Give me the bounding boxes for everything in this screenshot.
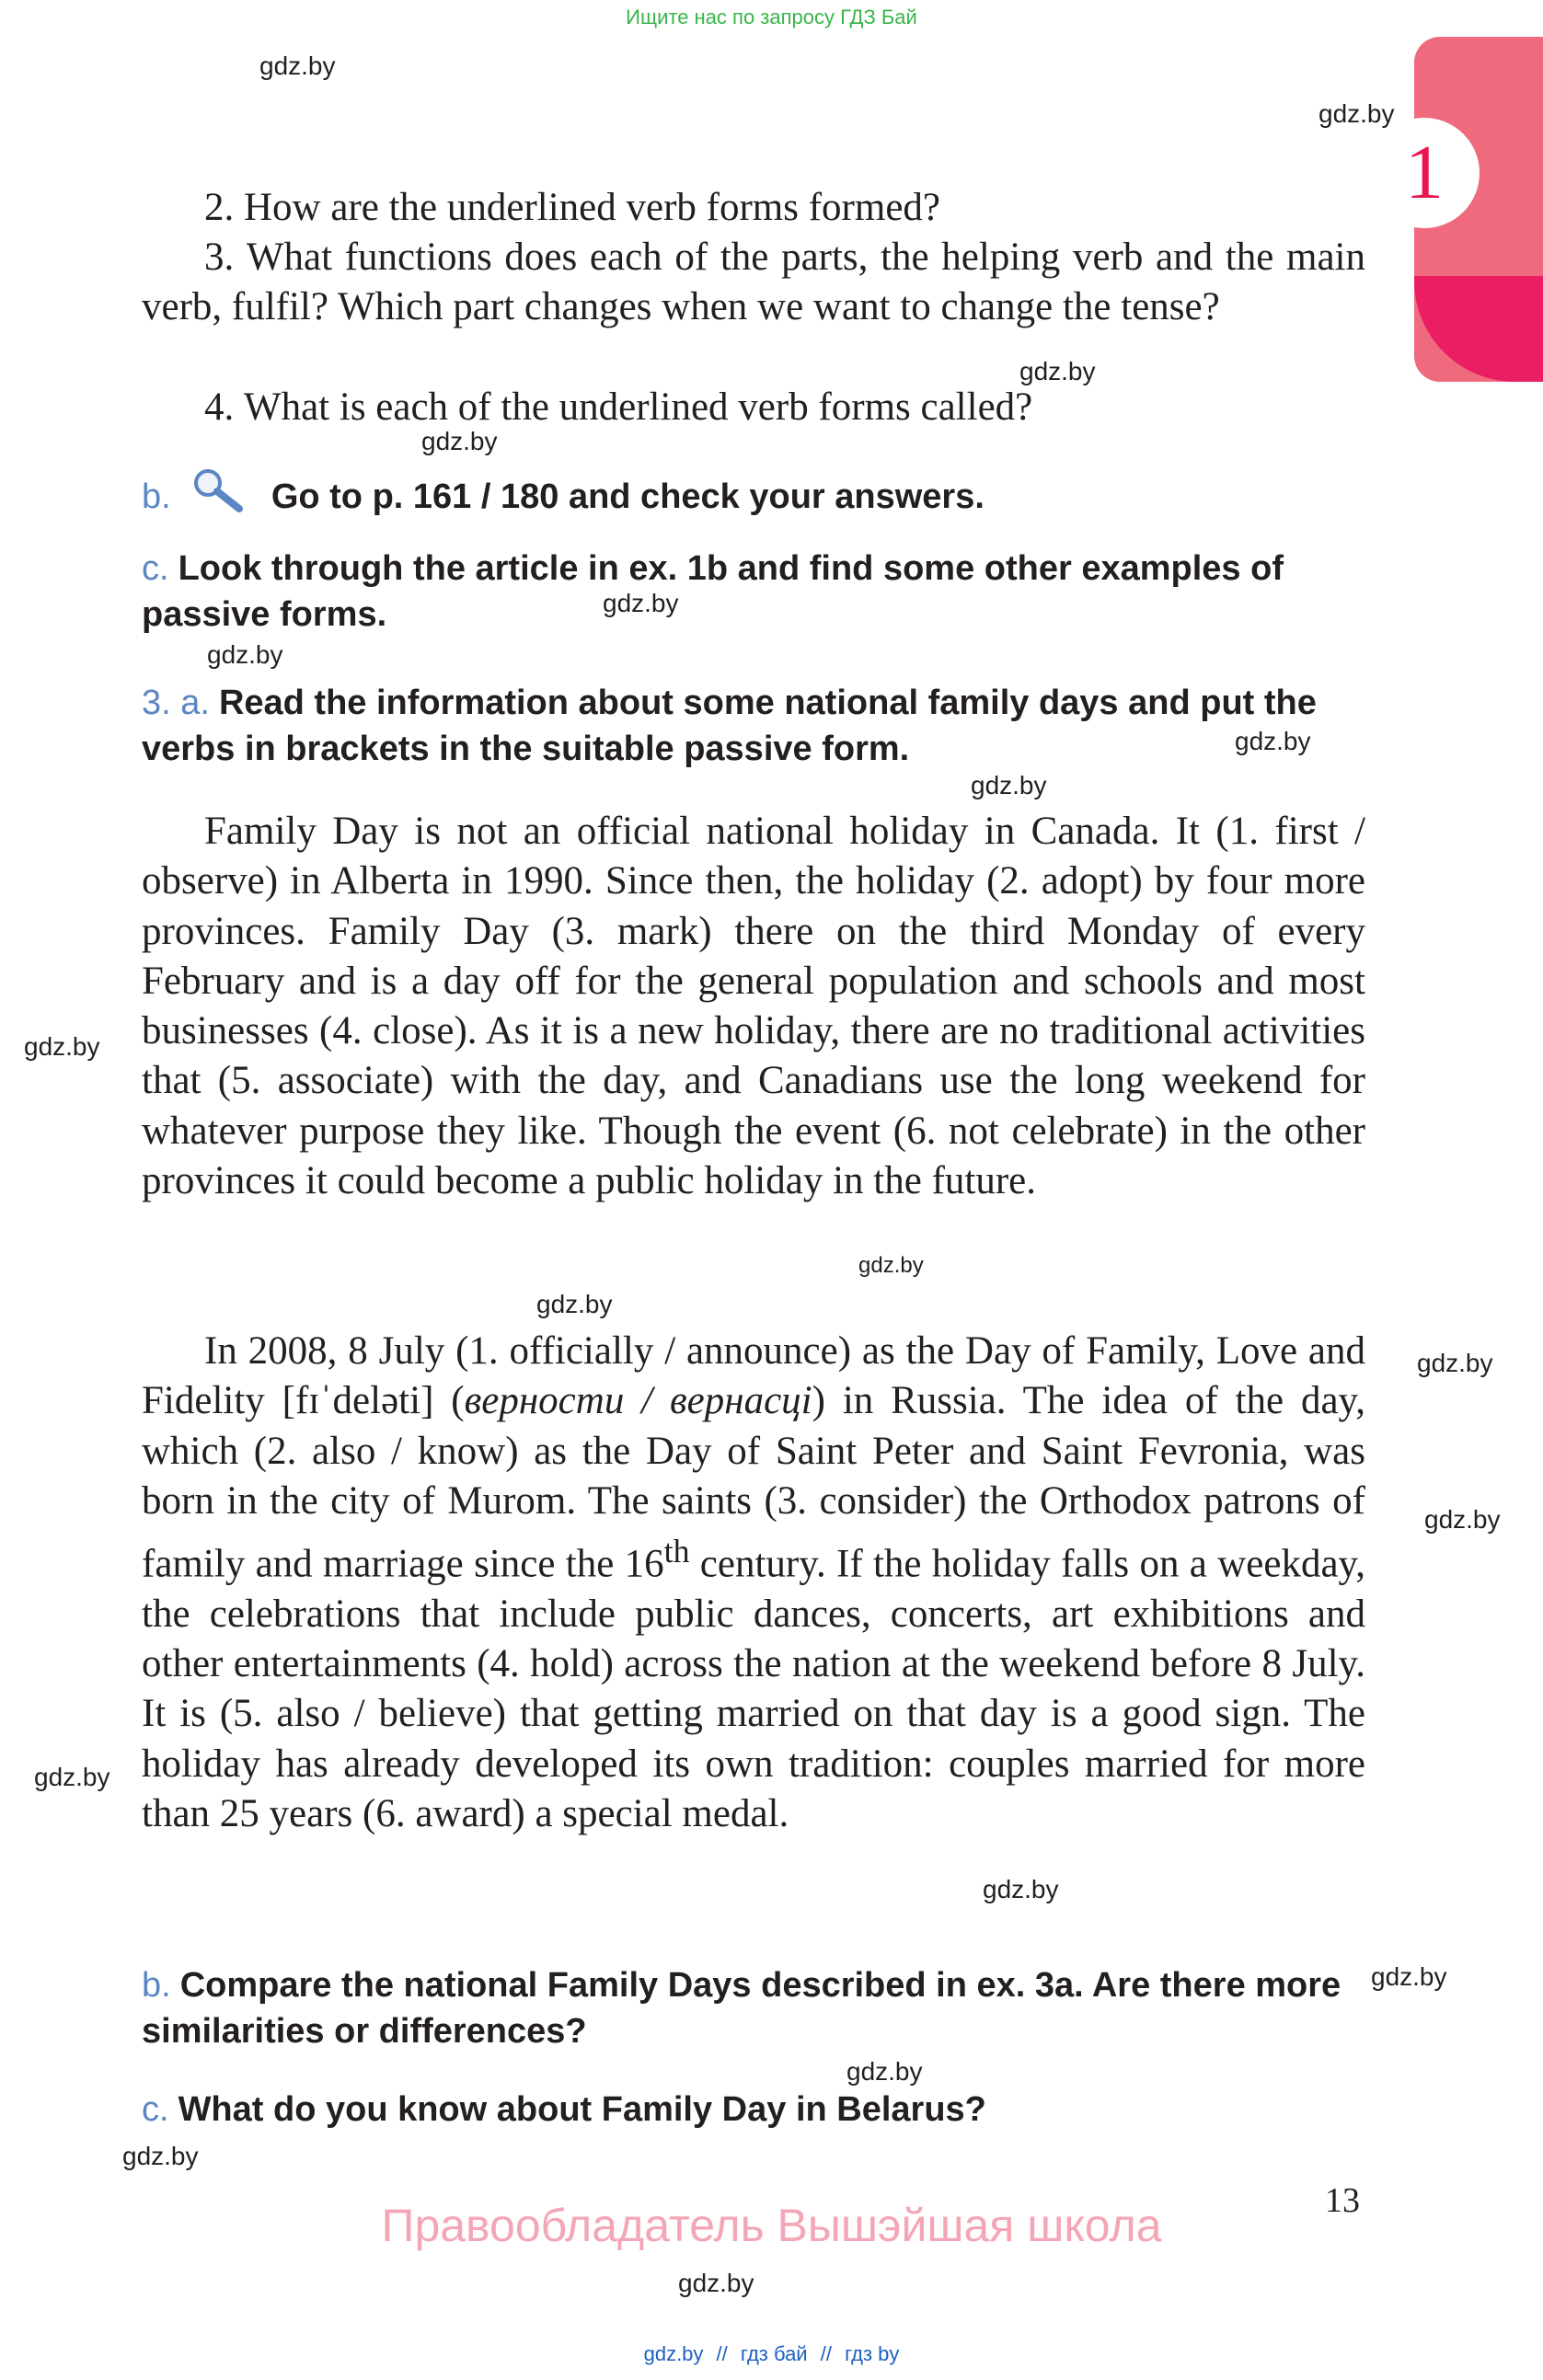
watermark: gdz.by (536, 1290, 613, 1318)
russian-translation: верности / вернасці (464, 1379, 812, 1423)
task-3a-instructions: 3. a. Read the information about some national family days and put the verbs in brackets in the suitable passive form. (142, 684, 1317, 768)
watermark: gdz.by (846, 2057, 923, 2086)
watermark: gdz.by (971, 771, 1047, 799)
page-number: 13 (1325, 2181, 1360, 2220)
task-c-belarus: c. What do you know about Family Day in Belarus? (142, 2090, 986, 2129)
task-marker: 3. a. (142, 684, 210, 722)
watermark: gdz.by (207, 640, 283, 669)
paragraph-canada: Family Day is not an official national holiday in Canada. It (1. first / observe) in Alberta in 1990. Since then, the holiday (2. adopt) by four more provinces. Family Day (3. mark) there on the third Monday of every February and is a day off for the general population and schools and most businesses (4. close). As it is a new holiday, there are no traditional activities that (5. associate) with the day, and Canadians use the long weekend for whatever purpose they like. Though the event (6. not celebrate) in the other provinces it could become a public holiday in the future. (142, 810, 1365, 1203)
footer-link[interactable]: gdz.by (643, 2342, 704, 2365)
watermark: gdz.by (421, 427, 498, 455)
paragraph-russia: In 2008, 8 July (1. officially / announce) as the Day of Family, Love and Fidelity [fɪˈdeləti] (верности / вернасці) in Russia. The idea of the day, which (2. also / know) as the Day of Saint Peter and Saint Fevronia, was born in the city of Murom. The saints (3. consider) the Orthodox patrons of family and marriage since the 16th century. If the holiday falls on a weekday, the celebrations that include public dances, concerts, art exhibitions and other entertainments (4. hold) across the nation at the weekend before 8 July. It is (5. also / believe) that getting married on that day is a good sign. The holiday has already developed its own tradition: couples married for more than 25 years (6. award) a special medal. (142, 1329, 1365, 1835)
rights-holder: Правообладатель Вышэйшая школа (381, 2200, 1162, 2251)
question-2: 2. How are the underlined verb forms formed? (204, 186, 940, 229)
magnifier-icon (190, 467, 243, 513)
watermark: gdz.by (122, 2142, 199, 2170)
watermark: gdz.by (1424, 1505, 1501, 1534)
task-marker: b. (142, 1966, 171, 2005)
watermark: gdz.by (1371, 1962, 1447, 1991)
watermark: gdz.by (678, 2269, 754, 2297)
task-b-compare: b. Compare the national Family Days described in ex. 3a. Are there more similarities or differences? (142, 1966, 1341, 2051)
chapter-number: 1 (1405, 130, 1444, 215)
footer-link[interactable]: гдз by (845, 2342, 900, 2365)
watermark: gdz.by (1019, 357, 1096, 385)
watermark: gdz.by (24, 1032, 100, 1061)
watermark: gdz.by (1417, 1349, 1493, 1377)
footer-separator: // (820, 2342, 832, 2365)
top-banner[interactable]: Ищите нас по запросу ГДЗ Бай (626, 6, 917, 29)
question-4: 4. What is each of the underlined verb forms called? (204, 385, 1033, 429)
footer-links (0, 2342, 1543, 2366)
watermark: gdz.by (1318, 99, 1395, 128)
watermark: gdz.by (34, 1763, 110, 1791)
question-3: 3. What functions does each of the parts, the helping verb and the main verb, fulfil? Which part changes when we want to change the tense? (142, 236, 1365, 329)
watermark: gdz.by (858, 1253, 924, 1278)
watermark: gdz.by (259, 52, 336, 80)
watermark: gdz.by (1235, 727, 1311, 755)
footer-link[interactable]: гдз бай (740, 2342, 808, 2365)
footer-separator: // (716, 2342, 728, 2365)
task-marker: b. (142, 477, 171, 516)
task-marker: c. (142, 549, 169, 588)
task-c-look-through: c. Look through the article in ex. 1b and find some other examples of passive forms. (142, 549, 1284, 634)
task-b-check-answers: b. Go to p. 161 / 180 and check your answers. (142, 467, 1365, 520)
watermark: gdz.by (603, 589, 679, 617)
task-marker: c. (142, 2090, 169, 2129)
watermark: gdz.by (983, 1875, 1059, 1903)
